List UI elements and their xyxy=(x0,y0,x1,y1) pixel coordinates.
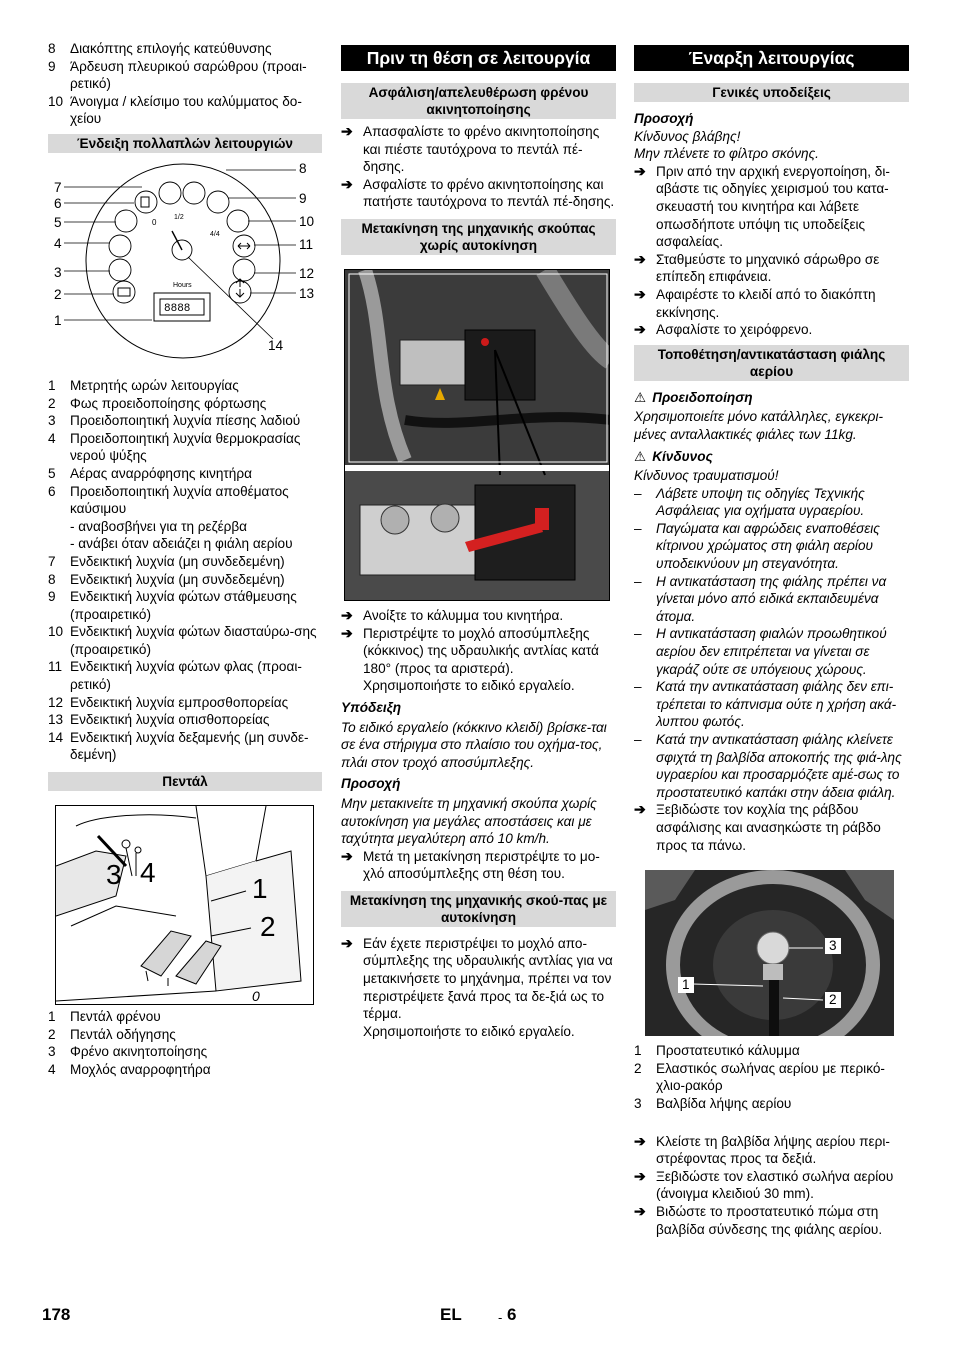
air-filter-icon xyxy=(115,210,137,232)
column-2 xyxy=(341,45,616,1040)
step-item: ➔ Βιδώστε το προστατευτικό πώμα στη βαλβίδα σύνδεσης της φιάλης αερίου. xyxy=(634,1202,883,1237)
list-item: 14 Ενδεικτική λυχνία δεξαμενής (μη συνδε-δεμένη) xyxy=(48,729,309,763)
section-heading-pedals: Πεντάλ xyxy=(48,772,322,791)
list-item: – Κατά την αντικατάσταση φιάλης κλείνετε σφιχτά τη βαλβίδα αποκοπής της φιά-λης υγραερίου και προσαρμόζετε αμέ-σως το προστατευτικό καπάκι στην άδεια φιάλη. xyxy=(634,732,902,800)
photo-callout-1: 1 xyxy=(678,977,694,993)
list-item: 2 Φως προειδοποίησης φόρτωσης xyxy=(48,395,267,411)
footer-separator: - xyxy=(498,1310,503,1325)
pedal-figure xyxy=(55,805,314,1005)
final-steps xyxy=(634,1133,909,1239)
callout-1: 1 xyxy=(54,312,62,328)
photo-callout-2: 2 xyxy=(825,992,841,1008)
language-code: EL xyxy=(440,1305,462,1324)
step-item: ➔ Περιστρέψτε το μοχλό αποσύμπλεξης (κόκκινος) της υδραυλικής αντλίας κατά 180° (προς τα αριστερά). xyxy=(341,624,599,676)
battery-icon xyxy=(113,281,135,303)
caution-label: Προσοχή xyxy=(341,776,401,792)
page-number: 178 xyxy=(42,1305,71,1324)
list-item: 3 Βαλβίδα λήψης αερίου xyxy=(634,1095,792,1111)
caution-label: Προσοχή xyxy=(634,111,694,126)
list-item: 3 Προειδοποιητική λυχνία πίεσης λαδιού xyxy=(48,413,301,429)
list-item: 13 Ενδεικτική λυχνία οπισθοπορείας xyxy=(48,712,270,728)
hydraulic-pump-photo xyxy=(344,269,610,601)
list-item: 11 Ενδεικτική λυχνία φώτων φλας (προαι-ρετικό) xyxy=(48,659,302,693)
list-item: 8 Ενδεικτική λυχνία (μη συνδεδεμένη) xyxy=(48,571,285,587)
move-steps xyxy=(341,607,616,695)
arrow-icon: ➔ xyxy=(341,175,353,192)
step-item: ➔ Ασφαλίστε το φρένο ακινητοποίησης και πατήστε ταυτόχρονα το πεντάλ πέ-δησης. xyxy=(341,175,615,210)
dial-figure xyxy=(48,159,322,371)
arrow-icon: ➔ xyxy=(341,847,353,864)
lamp-icon xyxy=(183,182,205,204)
filter-icon xyxy=(159,182,181,204)
step-item: ➔ Ασφαλίστε το χειρόφρενο. xyxy=(634,321,813,338)
step-item: ➔ Πριν από την αρχική ενεργοποίηση, δι-αβάστε τις οδηγίες χειρισμού του κατα-σκευαστή του κινητήρα και λάβετε οπωσδήποτε υπόψη τις υποδείξεις ασφαλείας. xyxy=(634,162,890,250)
forward-arrow-icon xyxy=(233,259,255,281)
list-item: 6 Προειδοποιητική λυχνία αποθέματος καύσιμου xyxy=(48,483,289,517)
callout-5: 5 xyxy=(54,214,62,230)
callout-6: 6 xyxy=(54,195,62,211)
list-item: – Η αντικατάσταση της φιάλης πρέπει να γίνεται μόνο από ειδικά εκπαιδευμένα άτομα. xyxy=(634,573,887,624)
arrow-icon: ➔ xyxy=(634,285,646,302)
step-item: ➔ Μετά τη μετακίνηση περιστρέψτε το μο-χλό αποσύμπλεξης στη θέση του. xyxy=(341,847,600,882)
column-1 xyxy=(48,40,322,1078)
step-item: ➔ Εάν έχετε περιστρέψει το μοχλό απο-σύμπλεξης της υδραυλικής αντλίας για να μετακινήσετε το μηχάνημα, πρέπει να τον περιστρέψετε ξανά προς τα δε-ξιά ως το τέρμα. xyxy=(341,934,613,1022)
parking-light-icon xyxy=(207,191,229,213)
section-page-number: 6 xyxy=(507,1305,517,1324)
auto-steps xyxy=(341,935,616,1041)
arrow-icon: ➔ xyxy=(634,1132,646,1149)
coolant-temp-icon xyxy=(109,235,131,257)
list-item: 1 Μετρητής ωρών λειτουργίας xyxy=(48,377,239,393)
list-item: 1 Πεντάλ φρένου xyxy=(48,1009,161,1025)
general-steps xyxy=(634,163,909,339)
list-item: 9 Άρδευση πλευρικού σαρώθρου (προαι-ρετικό) xyxy=(48,58,307,92)
warning-label-row xyxy=(634,389,909,407)
oil-pressure-icon xyxy=(109,259,131,281)
list-item: 9 Ενδεικτική λυχνία φώτων στάθμευσης (προαιρετικό) xyxy=(48,589,297,622)
list-subitem: - ανάβει όταν αδειάζει η φιάλη αερίου xyxy=(70,536,293,552)
list-item: 1 Προστατευτικό κάλυμμα xyxy=(634,1043,800,1059)
callout-13: 13 xyxy=(299,285,315,301)
list-item: – Η αντικατάσταση φιαλών προωθητικού αερίου δεν επιτρέπεται να γίνεται σε γκαράζ ούτε σε υπόγειους χώρους. xyxy=(634,626,887,677)
callout-8: 8 xyxy=(299,160,307,176)
multifunction-legend xyxy=(48,377,322,764)
arrow-icon: ➔ xyxy=(341,934,353,951)
arrow-icon: ➔ xyxy=(634,162,646,179)
callout-11: 11 xyxy=(299,236,314,252)
hint-text: Το ειδικό εργαλείο (κόκκινο κλειδί) βρίσκε-ται σε ένα στήριγμα στο πλαίσιο του οχήμα-τος, πλάι στον τροχό αποσύμπλεξης. xyxy=(341,719,607,770)
pedal-drawing xyxy=(56,806,314,1005)
dial-scale-half: 1/2 xyxy=(174,213,184,221)
step-item: ➔ Αφαιρέστε το κλειδί από το διακόπτη εκκίνησης. xyxy=(634,285,876,320)
arrow-icon: ➔ xyxy=(634,801,646,818)
step-note: Χρησιμοποιήστε το ειδικό εργαλείο. xyxy=(363,1023,575,1039)
danger-list xyxy=(634,485,909,802)
list-item: 12 Ενδεικτική λυχνία εμπροσθοπορείας xyxy=(48,694,289,710)
callout-2: 2 xyxy=(54,286,62,302)
list-item: 3 Φρένο ακινητοποίησης xyxy=(48,1044,208,1060)
pump-photo-drawing xyxy=(345,270,610,601)
list-item: 2 Πεντάλ οδήγησης xyxy=(48,1026,176,1042)
gas-legend xyxy=(634,1042,909,1112)
callout-0: 0 xyxy=(252,988,260,1005)
warning-text: Χρησιμοποιείτε μόνο κατάλληλες, εγκεκρι-μένες ανταλλακτικές φιάλες των 11kg. xyxy=(634,409,883,442)
arrow-icon: ➔ xyxy=(341,123,353,139)
subsection-heading-parking-brake: Ασφάλιση/απελευθέρωση φρένου ακινητοποίησης xyxy=(341,83,616,119)
step-item: ➔ Ανοίξτε το κάλυμμα του κινητήρα. xyxy=(341,606,564,623)
dial-scale-full: 4/4 xyxy=(210,230,220,238)
callout-4: 4 xyxy=(140,857,156,889)
callout-9: 9 xyxy=(299,190,307,206)
list-subitem: - αναβοσβήνει για τη ρεζέρβα xyxy=(70,518,248,534)
list-item: 8 Διακόπτης επιλογής κατεύθυνσης xyxy=(48,41,272,56)
arrow-icon: ➔ xyxy=(634,250,646,267)
list-item: 4 Μοχλός αναρροφητήρα xyxy=(48,1061,211,1077)
list-item: 10 Άνοιγμα / κλείσιμο του καλύμματος δο-χείου xyxy=(48,93,302,127)
arrow-icon: ➔ xyxy=(634,321,646,338)
brake-steps xyxy=(341,123,616,211)
arrow-icon: ➔ xyxy=(341,624,353,641)
low-beam-icon xyxy=(227,210,249,232)
step-note: Χρησιμοποιήστε το ειδικό εργαλείο. xyxy=(363,678,575,694)
subsection-heading-move-with-drive: Μετακίνηση της μηχανικής σκού-πας με αυτοκίνηση xyxy=(341,891,616,927)
arrow-icon: ➔ xyxy=(341,606,353,623)
arrow-icon: ➔ xyxy=(634,1202,646,1219)
danger-triangle-icon: ⚠ xyxy=(634,448,647,464)
step-item: ➔ Σταθμεύστε το μηχανικό σάρωθρο σε επίπεδη επιφάνεια. xyxy=(634,250,880,285)
subsection-heading-gas-bottle: Τοποθέτηση/αντικατάσταση φιάλης αερίου xyxy=(634,345,909,381)
section-title-before-operation: Πριν τη θέση σε λειτουργία xyxy=(341,45,616,71)
callout-3: 3 xyxy=(54,264,62,280)
warning-label: Προειδοποίηση xyxy=(652,389,753,405)
list-item: 7 Ενδεικτική λυχνία (μη συνδεδεμένη) xyxy=(48,553,285,569)
list-item: 5 Αέρας αναρρόφησης κινητήρα xyxy=(48,465,252,481)
danger-intro: Κίνδυνος τραυματισμού! xyxy=(634,468,779,484)
caution-text: Μην μετακινείτε τη μηχανική σκούπα χωρίς αυτοκίνηση για μεγάλες αποστάσεις και με ταχύτητα μεγαλύτερη από 10 km/h. xyxy=(341,795,597,847)
callout-10: 10 xyxy=(299,213,315,229)
caution-line: Μην πλένετε το φίλτρο σκόνης. xyxy=(634,146,819,162)
dial-scale-0: 0 xyxy=(152,217,157,227)
list-item: 10 Ενδεικτική λυχνία φώτων διασταύρω-σης (προαιρετικό) xyxy=(48,624,317,657)
callout-2: 2 xyxy=(260,911,276,943)
subsection-heading-move-without-drive: Μετακίνηση της μηχανικής σκούπας χωρίς αυτοκίνηση xyxy=(341,219,616,255)
step-item: ➔ Ξεβιδώστε τον κοχλία της ράβδου ασφάλισης και ανασηκώστε τη ράβδο προς τα πάνω. xyxy=(634,801,881,853)
hours-counter: 8888 xyxy=(164,302,191,315)
hours-label: Hours xyxy=(173,281,192,289)
caution-line: Κίνδυνος βλάβης! xyxy=(634,128,741,144)
callout-1: 1 xyxy=(252,873,268,905)
callout-4: 4 xyxy=(54,235,62,251)
subsection-heading-general: Γενικές υποδείξεις xyxy=(634,83,909,102)
top-list xyxy=(48,40,322,128)
section-heading-multifunction: Ένδειξη πολλαπλών λειτουργιών xyxy=(48,134,322,153)
pedal-legend xyxy=(48,1008,322,1078)
step-item: ➔ Ξεβιδώστε τον ελαστικό σωλήνα αερίου (άνοιγμα κλειδιού 30 mm). xyxy=(634,1167,894,1202)
fuel-icon xyxy=(135,191,157,213)
section-title-start-operation: Έναρξη λειτουργίας xyxy=(634,45,909,71)
arrow-icon: ➔ xyxy=(634,1167,646,1184)
step-item: ➔ Κλείστε τη βαλβίδα λήψης αερίου περι-στρέφοντας προς τα δεξιά. xyxy=(634,1132,890,1167)
callout-7: 7 xyxy=(54,179,62,195)
list-item: 2 Ελαστικός σωλήνας αερίου με περικό-χλιο-ρακόρ xyxy=(634,1060,885,1094)
danger-label: Κίνδυνος xyxy=(652,448,713,464)
photo-callout-3: 3 xyxy=(825,938,841,954)
callout-3: 3 xyxy=(106,859,122,891)
hint-label: Υπόδειξη xyxy=(341,699,402,715)
step-item: ➔ Απασφαλίστε το φρένο ακινητοποίησης και πιέστε ταυτόχρονα το πεντάλ πέ-δησης. xyxy=(341,123,600,175)
column-3 xyxy=(634,45,909,1238)
list-item: – Λάβετε υποψη τις οδηγίες Τεχνικής Ασφάλειας για οχήματα υγραερίου. xyxy=(634,485,865,519)
list-item: – Παγώματα και αφρώδεις εναποθέσεις κίτρινου χρώματος στη φιάλη αερίου υποδεικνύουν μη στεγανότητα. xyxy=(634,520,880,572)
callout-14: 14 xyxy=(268,337,284,353)
gas-bottle-drawing xyxy=(645,870,894,1036)
callout-12: 12 xyxy=(299,265,315,281)
danger-label-row xyxy=(634,448,909,466)
warning-triangle-icon: ⚠ xyxy=(634,389,647,405)
gas-bottle-photo xyxy=(645,870,894,1036)
list-item: – Κατά την αντικατάσταση φιάλης δεν επι-τρέπεται το κάπνισμα ούτε η χρήση ακά-λυπτου φωτός. xyxy=(634,679,897,730)
list-item: 4 Προειδοποιητική λυχνία θερμοκρασίας νερού ψύξης xyxy=(48,430,301,464)
